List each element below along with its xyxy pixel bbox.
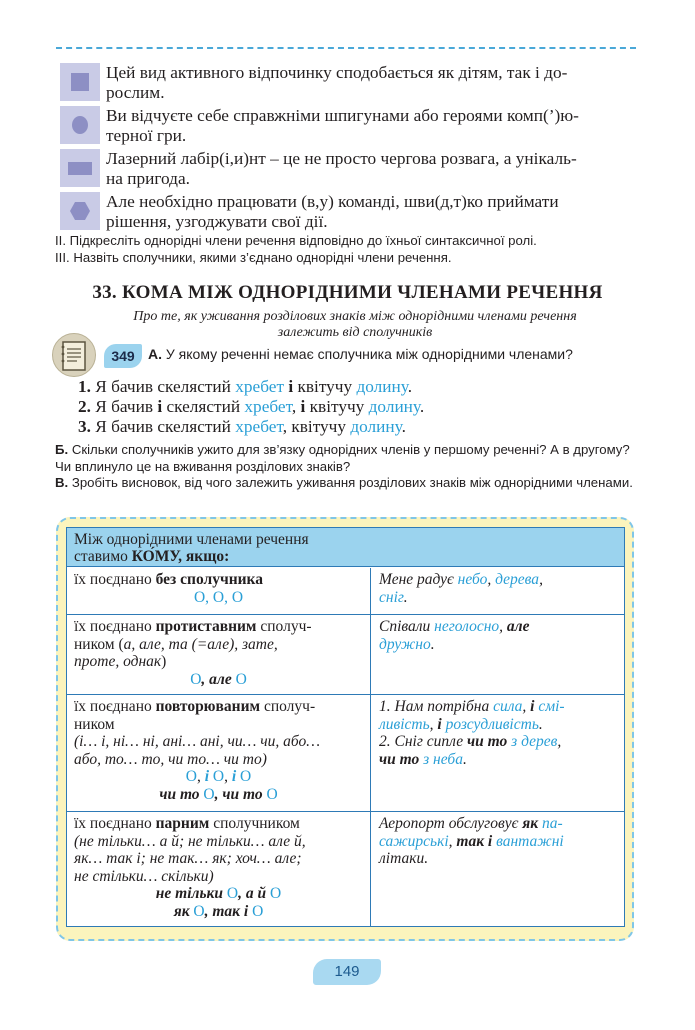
intro-row (60, 192, 640, 232)
marker-cell (60, 149, 100, 187)
rule-table (66, 527, 625, 927)
intro-text: Цей вид активного відпочинку сподобається як дітям, так і до- рослим. (106, 63, 568, 102)
task-b: Б. Скільки сполучників ужито для зв’язку однорідних членів у першому реченні? А в другому? Чи вплинуло це на вживання розділових знаків? (55, 442, 630, 474)
rule-example: 1. Нам потрібна сила, і смі- ливість, і розсудливість. 2. Сніг сипле чи то з дерев, чи то з неба. (379, 698, 565, 768)
rule-scheme: не тільки О, а й О (155, 885, 282, 903)
marker-cell (60, 63, 100, 101)
rule-example: Мене радує небо, дерева, сніг. (379, 571, 543, 606)
rule-row-paired (67, 812, 624, 926)
rule-scheme: О, але О (190, 670, 247, 688)
rule-condition: їх поєднано без сполучника О, О, О (67, 568, 371, 614)
task-3: III. Назвіть сполучники, якими з’єднано однорідні члени речення. (55, 250, 452, 265)
exercise-questions (55, 442, 645, 492)
intro-text: Ви відчуєте себе справжніми шпигунами або героями комп(’)ю- терної гри. (106, 106, 579, 145)
rule-condition: їх поєднано протиставним сполуч- ником (а, але, та (=але), зате, проте, однак) О, але О (67, 615, 371, 694)
top-dashed-rule (56, 47, 636, 49)
task-2: II. Підкресліть однорідні члени речення відповідно до їхньої синтаксичної ролі. (55, 233, 537, 248)
exercise-number-badge: 349 (104, 344, 142, 368)
intro-row (60, 63, 640, 103)
rule-table-header: Між однорідними членами речення ставимо КО́МУ, якщо: (67, 528, 624, 567)
tasks (55, 232, 537, 266)
exercise-sentences (78, 377, 424, 437)
intro-row (60, 149, 640, 189)
marker-cell (60, 192, 100, 230)
intro-text: Лазерний лабір(і,и)нт – це не просто чергова розвага, а унікаль- на пригода. (106, 149, 577, 188)
exercise-task-a: А. У якому реченні немає сполучника між однорідними членами? (148, 346, 573, 362)
hexagon-marker-icon (70, 202, 90, 220)
rule-row-no-conjunction (67, 568, 624, 615)
intro-sentences (60, 63, 640, 235)
rule-example: Співали неголосно, але дружно. (379, 618, 530, 653)
rule-row-repeated (67, 695, 624, 812)
sentence-2: 2. Я бачив і скелястий хребет, і квітучу долину. (78, 397, 425, 416)
rule-example: Аеропорт обслуговує як па- сажирські, так і вантажні літаки. (379, 815, 564, 868)
circle-marker-icon (72, 116, 88, 134)
section-title: 33. КОМА МІЖ ОДНОРІДНИМИ ЧЛЕНАМИ РЕЧЕННЯ (92, 282, 603, 303)
task-v: В. Зробіть висновок, від чого залежить уживання розділових знаків між однорідними членами. (55, 475, 633, 490)
marker-cell (60, 106, 100, 144)
rule-row-contrastive (67, 615, 624, 695)
intro-row (60, 106, 640, 146)
sentence-1: 1. Я бачив скелястий хребет і квітучу долину. (78, 377, 413, 396)
page-number: 149 (313, 959, 381, 985)
sentence-3: 3. Я бачив скелястий хребет, квітучу долину. (78, 417, 406, 436)
rule-scheme: О, О, О (193, 588, 244, 606)
section-subtitle: Про те, як уживання розділових знаків між однорідними членами речення залежить від сполучників (133, 309, 577, 340)
rule-scheme: чи то О, чи то О (159, 785, 278, 803)
rule-condition: їх поєднано парним сполучником (не тільки… а й; не тільки… але й, як… так і; не так… як; хоч… але; не стільки… скільки) не тільки О, а й О як О, так і О (67, 812, 371, 926)
rule-condition: їх поєднано повторюваним сполуч- ником (і… і, ні… ні, ані… ані, чи… чи, або… або, то… то, чи то… чи то) О, і О, і О чи то О, чи то О (67, 695, 371, 811)
rectangle-marker-icon (68, 162, 92, 175)
square-marker-icon (71, 73, 89, 91)
intro-text: Але необхідно працювати (в,у) команді, шви(д,т)ко приймати рішення, узгоджувати свої дії. (106, 192, 559, 231)
notebook-icon (52, 333, 96, 377)
rule-scheme: як О, так і О (173, 902, 264, 920)
rule-scheme: О, і О, і О (185, 768, 252, 786)
